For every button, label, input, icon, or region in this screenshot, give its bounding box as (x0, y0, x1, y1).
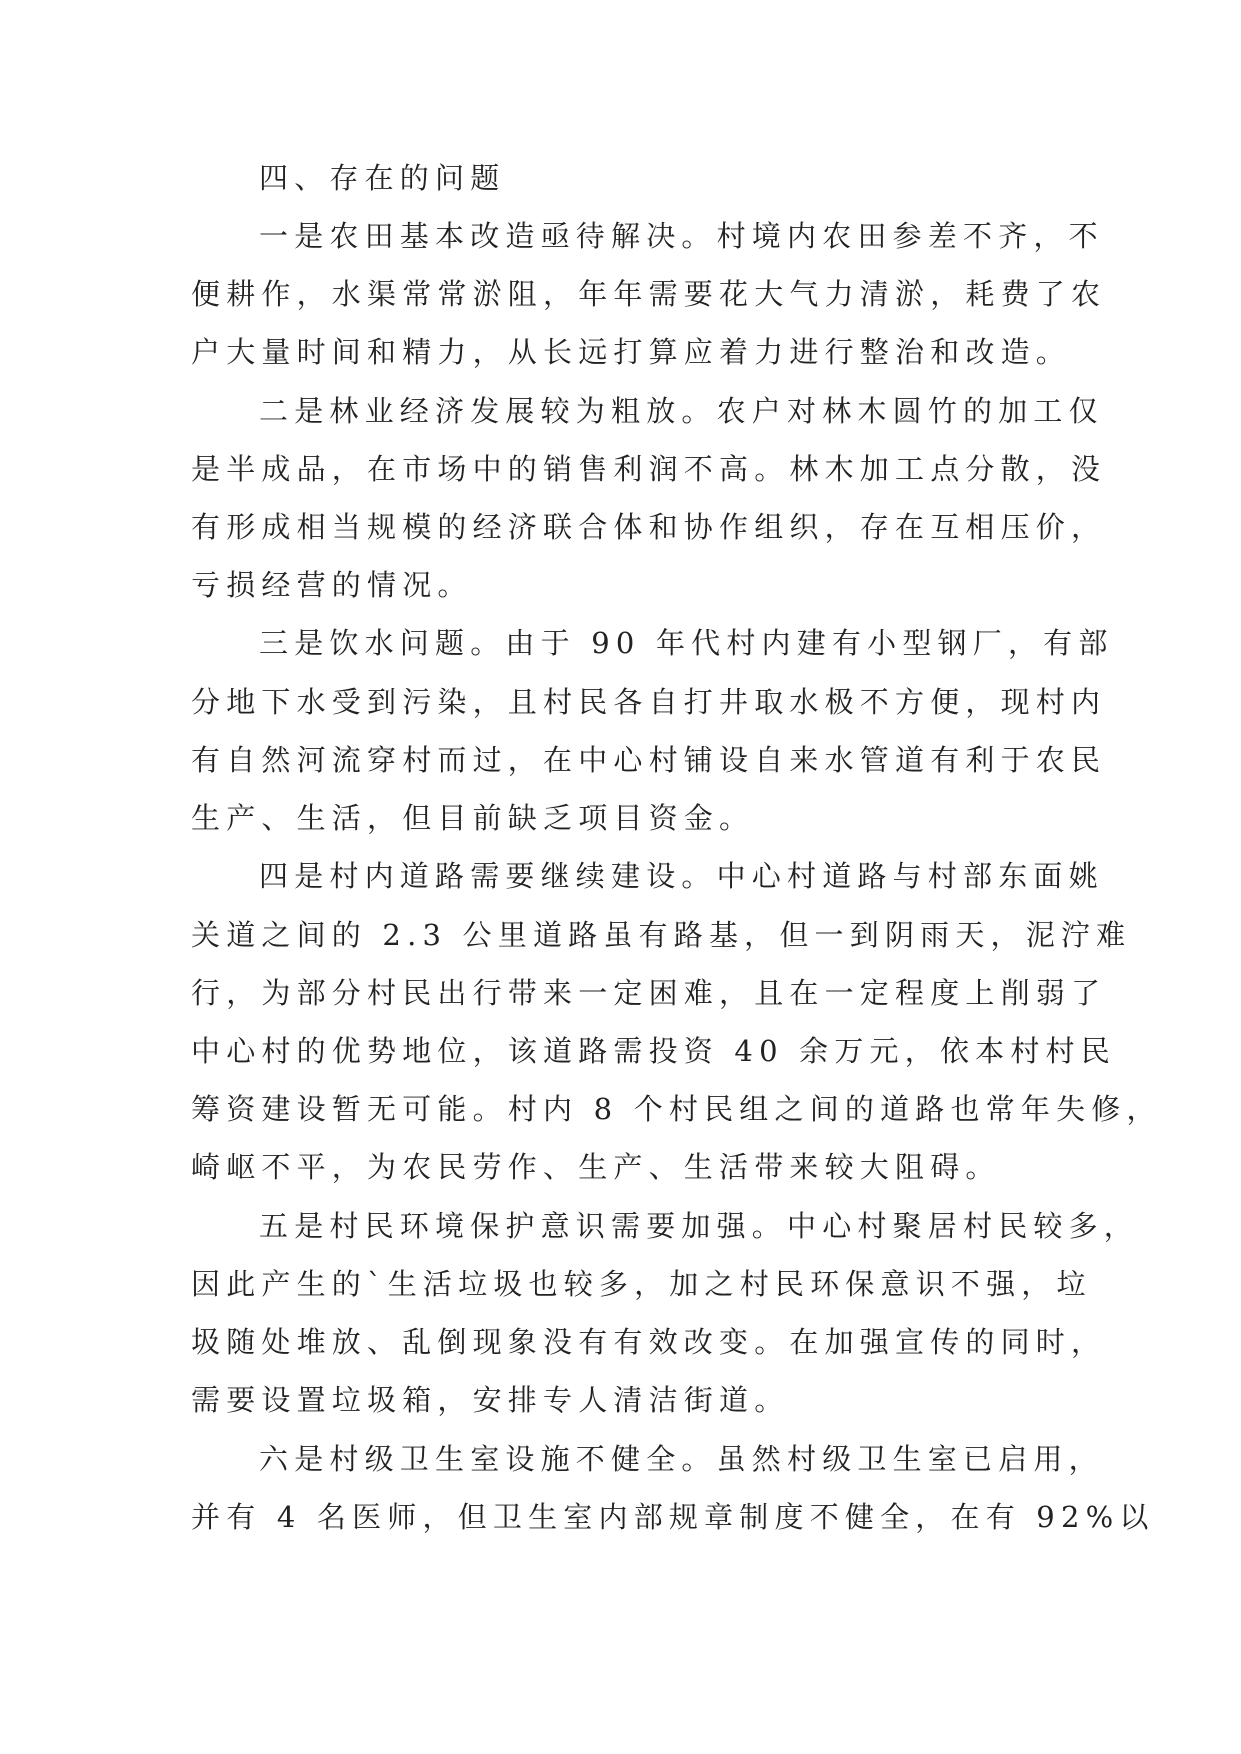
paragraph-3-line-4: 生产、生活，但目前缺乏项目资金。 (191, 801, 755, 835)
paragraph-2-line-3: 有形成相当规模的经济联合体和协作组织，存在互相压价， (191, 510, 1107, 544)
paragraph-5-line-1: 五是村民环境保护意识需要加强。中心村聚居村民较多， (259, 1209, 1140, 1243)
paragraph-1-line-1: 一是农田基本改造亟待解决。村境内农田参差不齐，不 (259, 219, 1104, 253)
paragraph-4-line-6: 崎岖不平，为农民劳作、生产、生活带来较大阻碍。 (191, 1150, 1001, 1184)
paragraph-5-line-4: 需要设置垃圾箱，安排专人清洁街道。 (191, 1383, 790, 1417)
paragraph-2-line-1: 二是林业经济发展较为粗放。农户对林木圆竹的加工仅 (259, 394, 1104, 428)
paragraph-6-line-1: 六是村级卫生室设施不健全。虽然村级卫生室已启用， (259, 1442, 1104, 1476)
paragraph-1-line-3: 户大量时间和精力，从长远打算应着力进行整治和改造。 (191, 335, 1072, 369)
paragraph-4-line-4: 中心村的优势地位，该道路需投资 40 余万元，依本村村民 (191, 1034, 1116, 1068)
paragraph-4-line-2: 关道之间的 2.3 公里道路虽有路基，但一到阴雨天，泥泞难 (191, 918, 1132, 952)
paragraph-3-line-3: 有自然河流穿村而过，在中心村铺设自来水管道有利于农民 (191, 743, 1107, 777)
paragraph-2-line-4: 亏损经营的情况。 (191, 568, 473, 602)
paragraph-5-line-2: 因此产生的`生活垃圾也较多，加之村民环保意识不强，垃 (191, 1267, 1092, 1301)
paragraph-4-line-5: 筹资建设暂无可能。村内 8 个村民组之间的道路也常年失修， (191, 1092, 1162, 1126)
paragraph-1-line-2: 便耕作，水渠常常淤阻，年年需要花大气力清淤，耗费了农 (191, 277, 1107, 311)
paragraph-3-line-2: 分地下水受到污染，且村民各自打井取水极不方便，现村内 (191, 685, 1107, 719)
paragraph-2-line-2: 是半成品，在市场中的销售利润不高。林木加工点分散，没 (191, 452, 1107, 486)
paragraph-6-line-2: 并有 4 名医师，但卫生室内部规章制度不健全，在有 92%以 (191, 1500, 1155, 1534)
section-heading: 四、存在的问题 (259, 161, 506, 195)
paragraph-4-line-3: 行，为部分村民出行带来一定困难，且在一定程度上削弱了 (191, 976, 1107, 1010)
paragraph-5-line-3: 圾随处堆放、乱倒现象没有有效改变。在加强宣传的同时， (191, 1325, 1107, 1359)
paragraph-4-line-1: 四是村内道路需要继续建设。中心村道路与村部东面姚 (259, 859, 1104, 893)
paragraph-3-line-1: 三是饮水问题。由于 90 年代村内建有小型钢厂，有部 (259, 626, 1114, 660)
